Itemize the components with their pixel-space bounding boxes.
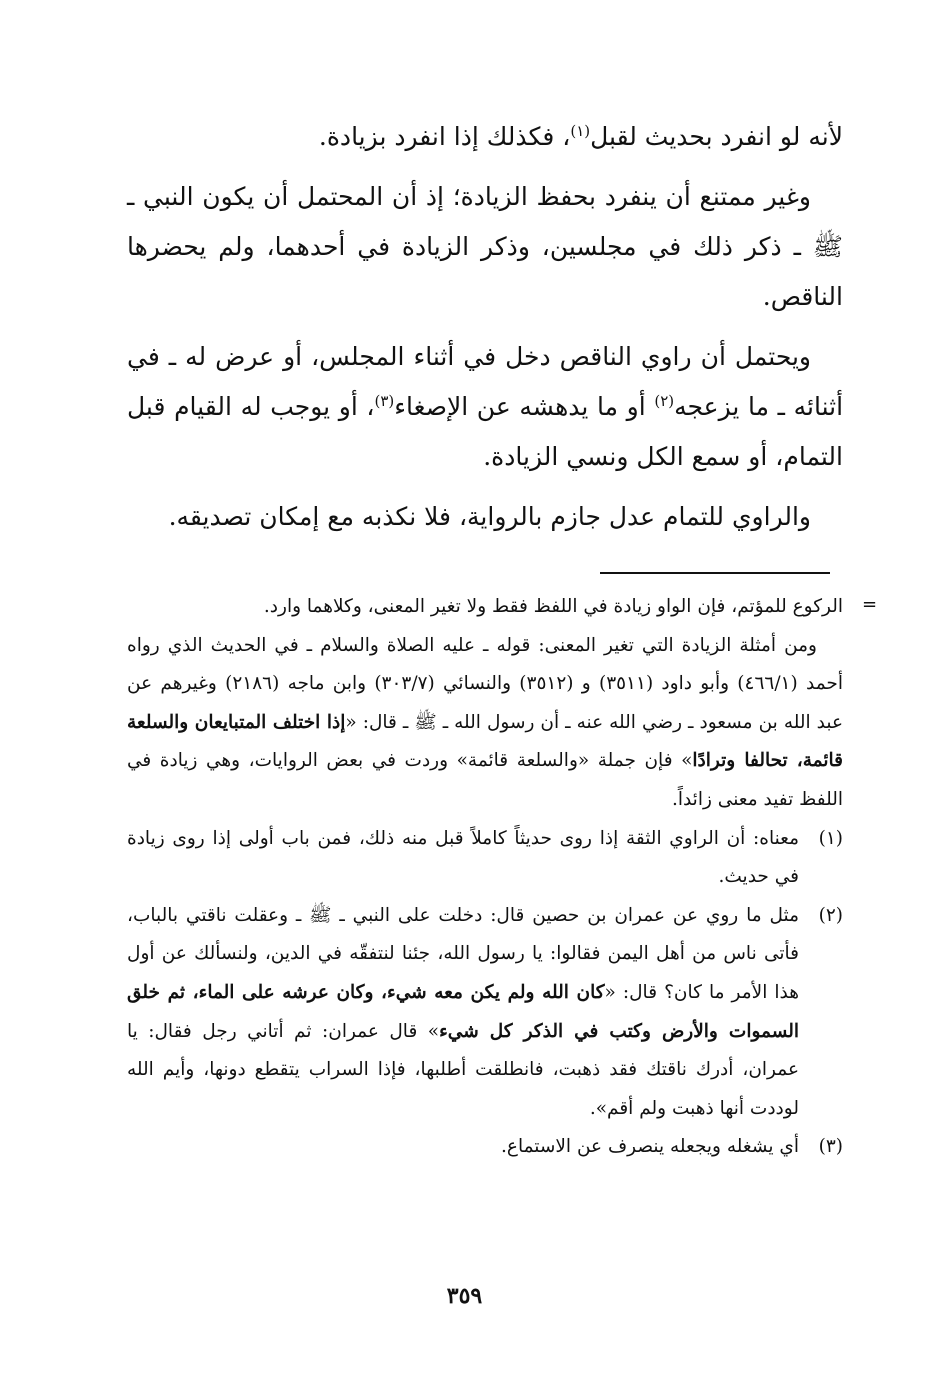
- hadith-quote-bold: إذا اختلف المتبايعان والسلعة قائمة، تحالفا وترادًا: [127, 711, 843, 772]
- footnote-2-quote-bold: كان الله ولم يكن معه شيء، وكان عرشه على الماء، ثم خلق السموات والأرض وكتب في الذكر كل شيء: [127, 981, 799, 1042]
- paragraph-4: والراوي للتمام عدل جازم بالرواية، فلا نكذبه مع إمكان تصديقه.: [168, 502, 811, 531]
- paragraph-3-text-end: ، أو يوجب له القيام قبل التمام، أو سمع الكل ونسي الزيادة.: [127, 392, 843, 471]
- continued-footnote-paragraph: [127, 627, 843, 820]
- continued-footnote-mark: =: [862, 594, 878, 615]
- footnote-2-text-end: » قال عمران: ثم أتاني رجل فقال: يا عمران، أدرك ناقتك فقد ذهبت، فانطلقت أطلبها، فإذا السراب يتقطع دونها، وأيم الله لوددت أنها ذهبت ولم أقم».: [127, 1020, 799, 1119]
- footnote-2-paragraph: [127, 897, 799, 1129]
- paragraph-1: [127, 112, 843, 162]
- footnote-1-number: (١): [818, 827, 843, 849]
- footnotes: [127, 588, 843, 1167]
- footnote-2-text: مثل ما روي عن عمران بن حصين قال: دخلت على النبي ـ ﷺ ـ وعقلت ناقتي بالباب، فأتى ناس من أهل اليمن فقالوا: يا رسول الله، جئنا لنتفقّه في الدين، ولنسألك عن أول هذا الأمر ما كان؟ قال: «: [127, 904, 799, 1003]
- continued-footnote-line: الركوع للمؤتم، فإن الواو زيادة في اللفظ فقط ولا تغير المعنى، وكلاهما وارد.: [263, 596, 843, 617]
- paragraph-1-text: لأنه لو انفرد بحديث لقبل: [590, 122, 843, 151]
- footnote-3-number: (٣): [818, 1136, 843, 1158]
- footnote-ref-1[interactable]: (١): [570, 122, 591, 140]
- footnote-1: [127, 820, 843, 897]
- main-text: [127, 112, 843, 552]
- paragraph-2: وغير ممتنع أن ينفرد بحفظ الزيادة؛ إذ أن المحتمل أن يكون النبي ـ ﷺ ـ ذكر ذلك في مجلسين، وذكر الزيادة في أحدهما، ولم يحضرها الناقص.: [127, 182, 843, 311]
- footnote-ref-3[interactable]: (٣): [374, 392, 395, 410]
- footnote-1-text: معناه: أن الراوي الثقة إذا روى حديثاً كاملاً قبل منه ذلك، فمن باب أولى إذا روى زيادة في حديث.: [127, 827, 799, 888]
- continued-footnote-text-end: » فإن جملة «والسلعة قائمة» وردت في بعض الروايات، وهي زيادة في اللفظ تفيد معنى زائداً.: [127, 750, 843, 810]
- footnote-3-text: أي يشغله ويجعله ينصرف عن الاستماع.: [501, 1136, 799, 1158]
- paragraph-3-text-middle: أو ما يدهشه عن الإصغاء: [394, 392, 655, 421]
- continued-footnote: [127, 588, 843, 820]
- paragraph-3: [127, 332, 843, 482]
- footnote-2: [127, 897, 843, 1129]
- footnote-ref-2[interactable]: (٢): [654, 392, 675, 410]
- footnote-2-number: (٢): [818, 904, 843, 926]
- paragraph-1-text-end: ، فكذلك إذا انفرد بزيادة.: [318, 122, 571, 151]
- continued-footnote-text: ومن أمثلة الزيادة التي تغير المعنى: قوله ـ عليه الصلاة والسلام ـ في الحديث الذي رواه أحمد (٤٦٦/١) وأبو داود (٣٥١١) و (٣٥١٢) والنسائي (٣٠٣/٧) وابن ماجه (٢١٨٦) وغيرهم عن عبد الله بن مسعود ـ رضي الله عنه ـ أن رسول الله ـ ﷺ ـ قال: «: [127, 634, 843, 733]
- footnote-3: [127, 1128, 843, 1167]
- footnote-separator: [600, 572, 830, 574]
- paragraph-3-text: ويحتمل أن راوي الناقص دخل في أثناء المجلس، أو عرض له ـ في أثنائه ـ ما يزعجه: [127, 342, 844, 421]
- page-number: ٣٥٩: [446, 1283, 483, 1309]
